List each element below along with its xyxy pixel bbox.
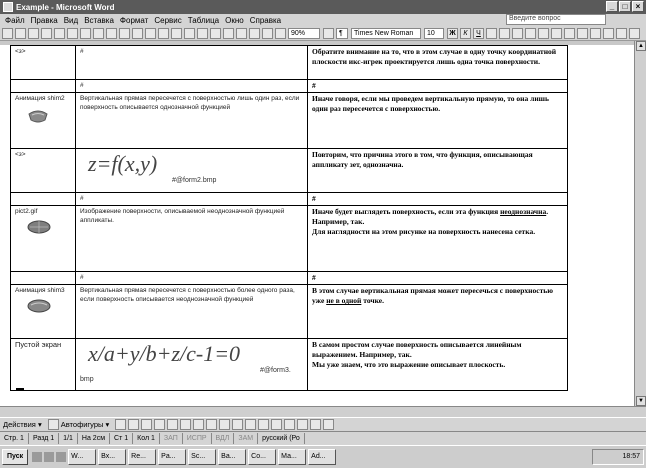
table-cell[interactable] [308,339,568,391]
menu-edit[interactable]: Правка [30,15,58,25]
picture-filename: pict2.gif [15,208,38,215]
drawing-toolbar [0,417,646,431]
surface-grid-thumbnail-icon [27,219,51,235]
formula-file-ext: bmp [80,376,94,383]
table-cell[interactable]: # [308,272,568,285]
insert-excel-icon[interactable] [223,28,234,39]
start-button[interactable]: Пуск [2,449,28,465]
table-cell[interactable]: # [76,193,308,206]
table-cell[interactable]: # [308,80,568,93]
word-app-icon[interactable] [3,2,13,12]
cell-text: Для наглядности на этом рисунке на поверхность нанесена сетка. [312,227,536,236]
clipart-icon[interactable] [206,419,217,430]
scroll-down-icon[interactable]: ▼ [636,396,646,406]
quicklaunch-browser-icon[interactable] [32,452,42,462]
line-spacing-icon[interactable] [538,28,549,39]
document-area[interactable] [0,45,634,406]
bullets-icon[interactable] [564,28,575,39]
cell-text: Мы уже знаем, что это выражение описывает плоскость. [312,360,506,369]
content-table [10,45,568,391]
taskbar-item[interactable]: Ва... [218,449,246,465]
table-cell[interactable] [11,285,76,339]
cell-text-underlined: неоднозначна [500,207,547,216]
font-size-select[interactable]: 10 [424,28,444,39]
table-cell[interactable]: Вертикальная прямая пересечется с поверхностью лишь один раз, если поверхность описывается однозначной функцией [76,93,308,149]
wordart-icon[interactable] [180,419,191,430]
email-icon[interactable] [54,28,65,39]
format-painter-icon[interactable] [145,28,156,39]
system-tray-clock[interactable]: 18:57 [592,449,644,465]
menu-file[interactable]: Файл [5,15,25,25]
dash-style-icon[interactable] [284,419,295,430]
table-row [11,272,568,285]
hyperlink-icon[interactable] [184,28,195,39]
formula-image: z=f(x,y) [88,151,158,176]
taskbar-item[interactable]: Ad... [308,449,336,465]
bold-button[interactable]: Ж [447,28,458,39]
cell-text: В этом случае вертикальная прямая может пересечься с поверхностью уже [312,286,553,305]
taskbar-item[interactable]: Sc... [188,449,216,465]
status-section: Разд 1 [29,433,59,444]
window-title: Example - Microsoft Word [16,2,115,12]
align-right-icon[interactable] [512,28,523,39]
menu-window[interactable]: Окно [225,15,244,25]
show-hide-icon[interactable] [275,28,286,39]
table-cell[interactable]: Обратите внимание на то, что в этом случае в одну точку координатной плоскости икс-игрек проектируется лишь одна точка поверхности. [308,46,568,80]
menu-view[interactable]: Вид [63,15,79,25]
document-map-icon[interactable] [262,28,273,39]
taskbar-item[interactable]: W... [68,449,96,465]
table-cell[interactable] [76,149,308,193]
animation-label: Анимация shim3 [15,287,65,294]
insert-table-icon[interactable] [210,28,221,39]
oval-icon[interactable] [154,419,165,430]
table-cell[interactable] [76,339,308,391]
table-cell[interactable]: Вертикальная прямая пересечется с поверхностью более одного раза, если поверхность описывается неоднозначной функцией [76,285,308,339]
new-document-icon[interactable] [2,28,13,39]
fill-color-icon[interactable] [232,419,243,430]
taskbar-item[interactable]: Вх... [98,449,126,465]
quicklaunch-desktop-icon[interactable] [44,452,54,462]
menu-help[interactable]: Справка [249,15,282,25]
align-center-icon[interactable] [499,28,510,39]
table-cell[interactable]: Повторим, что причина этого в том, что функция, описывающая аппликату зет, однозначна. [308,149,568,193]
outside-border-icon[interactable] [603,28,614,39]
line-style-icon[interactable] [271,419,282,430]
table-row [11,206,568,272]
minimize-button[interactable]: _ [606,1,618,12]
cell-text: Иначе будет выглядеть поверхность, если эта функция [312,207,501,216]
table-cell[interactable] [11,206,76,272]
vertical-scrollbar[interactable] [634,41,646,406]
table-row [11,149,568,193]
scroll-up-icon[interactable]: ▲ [636,41,646,51]
align-left-icon[interactable] [486,28,497,39]
status-page: Стр. 1 [0,433,29,444]
shadow-icon[interactable] [310,419,321,430]
status-column: Кол 1 [133,433,160,444]
select-objects-icon[interactable] [48,419,59,430]
cell-text: В самом простом случае поверхность описывается линейным выражением. Например, так. [312,340,522,359]
status-overtype[interactable]: ЗАМ [234,433,258,444]
redo-icon[interactable] [171,28,182,39]
font-select[interactable]: Times New Roman [351,28,421,39]
open-folder-icon[interactable] [15,28,26,39]
numbering-icon[interactable] [551,28,562,39]
status-position: На 2см [78,433,110,444]
table-cell[interactable]: # [76,46,308,80]
zoom-select[interactable]: 90% [288,28,320,39]
font-color-draw-icon[interactable] [258,419,269,430]
taskbar-item[interactable]: Co... [248,449,276,465]
formula-file-ref: #@form3. [260,367,291,374]
line-icon[interactable] [115,419,126,430]
animation-label: Анимация shim2 [15,95,65,102]
menu-insert[interactable]: Вставка [84,15,114,25]
table-cell[interactable] [308,285,568,339]
table-cell[interactable]: # [308,193,568,206]
table-row [11,80,568,93]
print-preview-icon[interactable] [80,28,91,39]
save-icon[interactable] [28,28,39,39]
table-cell[interactable] [11,272,76,285]
table-cell[interactable]: <з> [11,149,76,193]
table-cell[interactable]: <з> [11,46,76,80]
table-row [11,93,568,149]
status-track-changes[interactable]: ИСПР [183,433,212,444]
justify-icon[interactable] [525,28,536,39]
paste-icon[interactable] [132,28,143,39]
table-row [11,285,568,339]
autoshapes-menu[interactable]: Автофигуры ▾ [60,420,110,429]
table-cell[interactable]: Иначе говоря, если мы проведем вертикальную прямую, то она лишь один раз пересечется с поверхностью. [308,93,568,149]
status-bar [0,431,646,445]
menu-table[interactable]: Таблица [187,15,220,25]
taskbar-item[interactable]: Ма... [278,449,306,465]
formula-file-ref: #@form2.bmp [172,177,217,184]
horizontal-scrollbar[interactable] [0,406,646,417]
menu-bar [0,14,646,26]
table-cell[interactable] [11,193,76,206]
draw-actions-menu[interactable]: Действия ▾ [3,420,42,429]
tables-borders-icon[interactable] [197,28,208,39]
table-cell[interactable] [11,93,76,149]
textbox-icon[interactable] [167,419,178,430]
close-button[interactable]: × [632,1,644,12]
columns-icon[interactable] [236,28,247,39]
status-language: русский (Ро [258,433,305,444]
table-cell[interactable]: # [76,80,308,93]
table-cell[interactable] [308,206,568,272]
copy-icon[interactable] [119,28,130,39]
table-row [11,193,568,206]
table-cell[interactable]: # [76,272,308,285]
taskbar-item[interactable]: Re... [128,449,156,465]
table-cell[interactable] [11,80,76,93]
cell-text: точке. [361,296,384,305]
increase-indent-icon[interactable] [590,28,601,39]
underline-button[interactable]: Ч [473,28,484,39]
cut-icon[interactable] [106,28,117,39]
rectangle-icon[interactable] [141,419,152,430]
status-page-count: 1/1 [59,433,78,444]
status-record[interactable]: ЗАП [160,433,183,444]
help-question-box[interactable]: Введите вопрос [506,14,606,25]
highlight-icon[interactable] [616,28,627,39]
surface-thumbnail-icon [27,298,51,314]
print-icon[interactable] [67,28,78,39]
line-color-icon[interactable] [245,419,256,430]
taskbar [0,445,646,468]
diagram-icon[interactable] [193,419,204,430]
status-extend[interactable]: ВДЛ [212,433,235,444]
maximize-button[interactable]: □ [619,1,631,12]
window-controls [606,1,644,12]
cell-text: . Например, так. [312,207,549,226]
quicklaunch-mail-icon[interactable] [56,452,66,462]
arrow-icon[interactable] [128,419,139,430]
arrow-style-icon[interactable] [297,419,308,430]
help-icon[interactable] [323,28,334,39]
taskbar-item[interactable]: Pa... [158,449,186,465]
italic-button[interactable]: К [460,28,471,39]
picture-icon[interactable] [219,419,230,430]
style-select[interactable]: ¶ [336,28,348,39]
formula-image: x/a+y/b+z/c-1=0 [88,341,241,366]
menu-format[interactable]: Формат [119,15,149,25]
table-cell[interactable]: Изображение поверхности, описываемой неоднозначной функцией аппликаты. [76,206,308,272]
title-bar [0,0,646,14]
toolbar [0,26,646,41]
text-cursor-mark [16,388,24,390]
menu-tools[interactable]: Сервис [154,15,182,25]
font-color-icon[interactable] [629,28,640,39]
table-row [11,46,568,80]
table-row [11,339,568,391]
drawing-icon[interactable] [249,28,260,39]
surface-thumbnail-icon [27,106,49,124]
spelling-icon[interactable] [93,28,104,39]
permission-icon[interactable] [41,28,52,39]
table-cell[interactable]: Пустой экран [11,339,76,391]
3d-icon[interactable] [323,419,334,430]
undo-icon[interactable] [158,28,169,39]
cell-text-underlined: не в одной [326,296,362,305]
decrease-indent-icon[interactable] [577,28,588,39]
status-line: Ст 1 [110,433,133,444]
